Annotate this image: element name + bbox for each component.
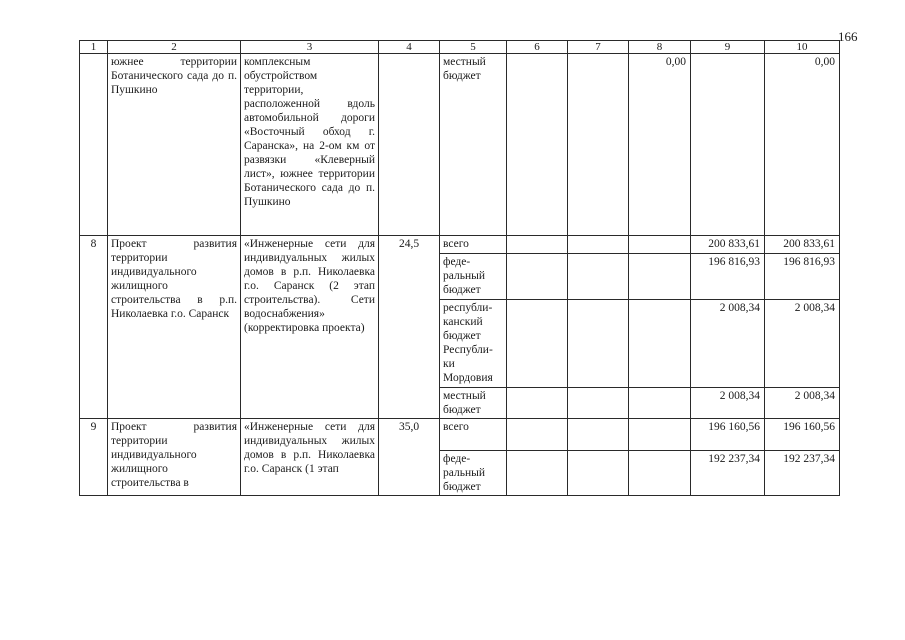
value-cell [507, 419, 568, 451]
value-cell: 0,00 [629, 54, 691, 236]
table-row [80, 54, 840, 236]
value-cell [629, 419, 691, 451]
header-cell: 7 [568, 41, 629, 54]
header-cell: 4 [379, 41, 440, 54]
header-cell: 3 [241, 41, 379, 54]
value-cell [629, 451, 691, 496]
value-cell [691, 54, 765, 236]
value-cell [568, 451, 629, 496]
value-cell [507, 254, 568, 300]
value-cell [507, 236, 568, 254]
value-cell [507, 54, 568, 236]
value-cell: 196 160,56 [691, 419, 765, 451]
value-cell [568, 388, 629, 419]
value-cell: 192 237,34 [765, 451, 840, 496]
value-cell [629, 254, 691, 300]
object-cell: «Инженерные сети для индивидуальных жилых домов в р.п. Николаевка г.о. Саранск (1 этап [241, 419, 379, 496]
value-cell: 0,00 [765, 54, 840, 236]
header-cell: 2 [108, 41, 241, 54]
source-cell: феде- ральный бюджет [440, 254, 507, 300]
value-cell: 192 237,34 [691, 451, 765, 496]
value-cell [568, 300, 629, 388]
value-cell [507, 300, 568, 388]
header-cell: 8 [629, 41, 691, 54]
value-cell: 2 008,34 [765, 388, 840, 419]
value-cell [568, 419, 629, 451]
table-row [80, 419, 840, 451]
row-number-cell: 8 [80, 236, 108, 419]
value-cell [507, 388, 568, 419]
header-row [80, 41, 840, 54]
length-cell: 35,0 [379, 419, 440, 496]
length-cell: 24,5 [379, 236, 440, 419]
row-number-cell [80, 54, 108, 236]
source-cell: местный бюджет [440, 388, 507, 419]
object-cell: «Инженерные сети для индивидуальных жилых домов в р.п. Николаевка г.о. Саранск (2 этап строительства). Сети водоснабжения» (корректировка проекта) [241, 236, 379, 419]
value-cell: 200 833,61 [765, 236, 840, 254]
value-cell: 2 008,34 [691, 388, 765, 419]
project-cell: южнее территории Ботанического сада до п. Пушкино [108, 54, 241, 236]
value-cell: 196 816,93 [765, 254, 840, 300]
project-cell: Проект развития территории индивидуального жилищного строительства в р.п. Николаевка г.о. Саранск [108, 236, 241, 419]
source-cell: местный бюджет [440, 54, 507, 236]
object-cell: комплексным обустройством территории, расположенной вдоль автомобильной дороги «Восточный обход г. Саранска», на 2-ом км от развязки «Клеверный лист», южнее территории Ботанического сада до п. Пушкино [241, 54, 379, 236]
value-cell [629, 300, 691, 388]
value-cell [629, 388, 691, 419]
value-cell: 196 816,93 [691, 254, 765, 300]
header-cell: 5 [440, 41, 507, 54]
header-cell: 9 [691, 41, 765, 54]
value-cell [507, 451, 568, 496]
value-cell: 2 008,34 [691, 300, 765, 388]
row-number-cell: 9 [80, 419, 108, 496]
header-cell: 10 [765, 41, 840, 54]
value-cell [568, 236, 629, 254]
budget-table [79, 40, 840, 496]
value-cell: 196 160,56 [765, 419, 840, 451]
value-cell: 2 008,34 [765, 300, 840, 388]
source-cell: феде- ральный бюджет [440, 451, 507, 496]
value-cell [568, 254, 629, 300]
header-cell: 1 [80, 41, 108, 54]
page-number: 166 [838, 29, 858, 44]
source-cell: всего [440, 419, 507, 451]
value-cell: 200 833,61 [691, 236, 765, 254]
header-cell: 6 [507, 41, 568, 54]
source-cell: всего [440, 236, 507, 254]
project-cell: Проект развития территории индивидуального жилищного строительства в [108, 419, 241, 496]
value-cell [629, 236, 691, 254]
table-row [80, 236, 840, 254]
value-cell [568, 54, 629, 236]
length-cell [379, 54, 440, 236]
source-cell: республи- канский бюджет Республи- ки Мордовия [440, 300, 507, 388]
